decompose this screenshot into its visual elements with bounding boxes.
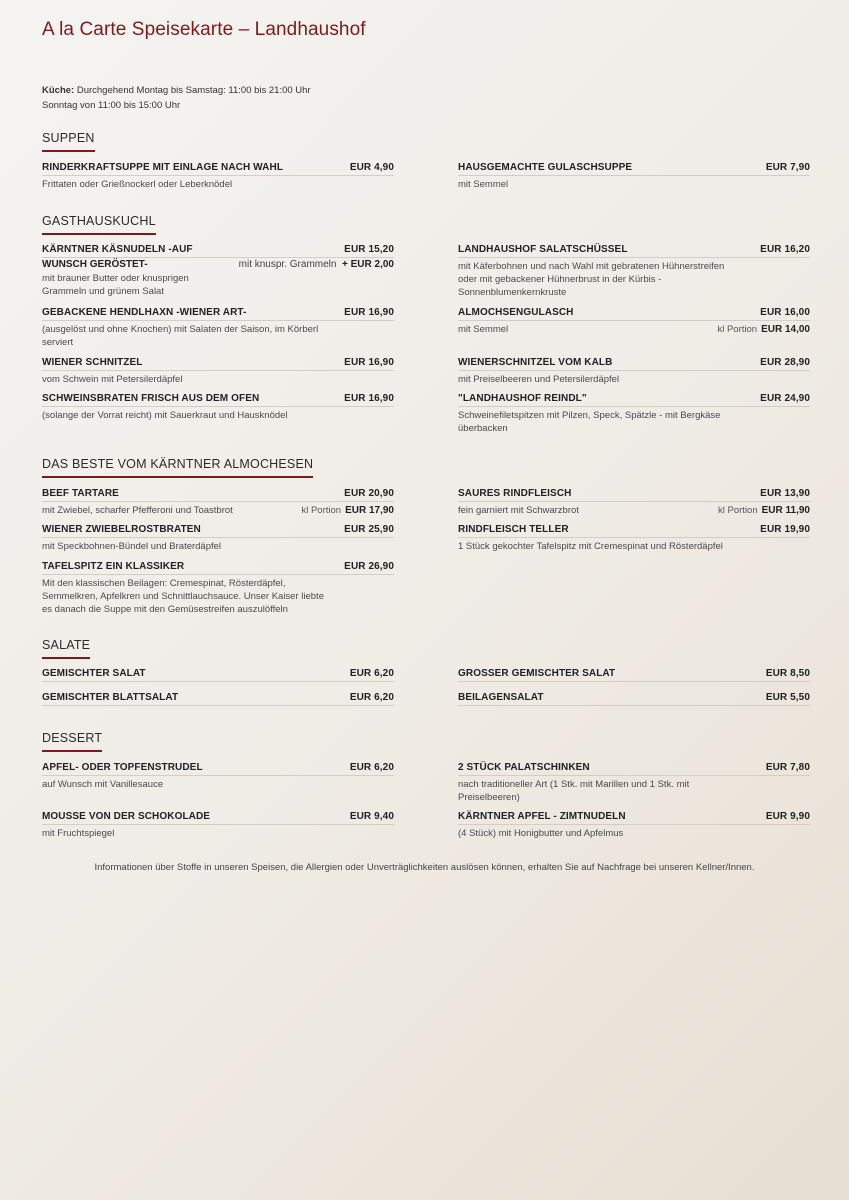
page-title: A la Carte Speisekarte – Landhaushof [42, 19, 366, 40]
item-name: SCHWEINSBRATEN FRISCH AUS DEM OFEN [42, 393, 260, 404]
menu-item-schweinsbraten [42, 393, 394, 422]
item-price: EUR 28,90 [760, 357, 810, 368]
item-name: MOUSSE VON DER SCHOKOLADE [42, 811, 211, 822]
kitchen-hours [42, 83, 311, 113]
menu-item-kaesnudeln [42, 244, 394, 298]
item-description: mit Semmel [458, 324, 509, 335]
item-price: EUR 16,90 [344, 393, 394, 404]
item-price: EUR 20,90 [344, 488, 394, 499]
section-heading-salate: SALATE [42, 638, 90, 659]
item-description: 1 Stück gekochter Tafelspitz mit Cremespinat und Rösterdäpfel [458, 541, 723, 552]
item-price: EUR 19,90 [760, 524, 810, 535]
item-price: EUR 26,90 [344, 561, 394, 572]
item-name: APFEL- ODER TOPFENSTRUDEL [42, 762, 203, 773]
item-extra-price: + EUR 2,00 [342, 259, 394, 270]
item-name: TAFELSPITZ EIN KLASSIKER [42, 561, 185, 572]
hours-line1: Durchgehend Montag bis Samstag: 11:00 bis 21:00 Uhr [76, 85, 311, 96]
item-description: (solange der Vorrat reicht) mit Sauerkraut und Hausknödel [42, 410, 288, 421]
item-description: (4 Stück) mit Honigbutter und Apfelmus [458, 828, 624, 839]
item-price: EUR 7,90 [765, 162, 810, 173]
item-description: mit Speckbohnen-Bündel und Braterdäpfel [42, 541, 222, 552]
menu-item-palatschinken [458, 762, 810, 804]
section-heading-suppen: SUPPEN [42, 131, 95, 152]
hours-label: Küche: [42, 85, 75, 96]
item-price: EUR 9,90 [765, 811, 810, 822]
item-description: mit brauner Butter oder knusprigen Grammeln und grünem Salat [42, 273, 189, 297]
item-price: EUR 16,20 [760, 244, 810, 255]
item-price: EUR 9,40 [349, 811, 394, 822]
item-name: KÄRNTNER APFEL - ZIMTNUDELN [458, 811, 626, 822]
item-name: GROSSER GEMISCHTER SALAT [458, 668, 616, 679]
menu-item-gemischter-salat [42, 668, 394, 682]
menu-item-salatschuessel [458, 244, 810, 299]
item-description: fein garniert mit Schwarzbrot [458, 505, 579, 516]
item-name: RINDERKRAFTSUPPE MIT EINLAGE NACH WAHL [42, 162, 284, 173]
item-description: auf Wunsch mit Vanillesauce [42, 779, 164, 790]
item-price: EUR 24,90 [760, 393, 810, 404]
item-price: EUR 6,20 [349, 668, 394, 679]
menu-item-hendlhaxn [42, 307, 394, 349]
small-portion-price: EUR 11,90 [761, 505, 810, 516]
item-description: mit Käferbohnen und nach Wahl mit gebratenen Hühnerstreifen oder mit gebackener Hühnerbrust in der Kürbis - Sonnenblumenkernkruste [458, 261, 725, 298]
item-name: BEILAGENSALAT [458, 692, 544, 703]
menu-item-reindl [458, 393, 810, 435]
item-price: EUR 4,90 [349, 162, 394, 173]
item-extra-option: mit knuspr. Grammeln [238, 259, 337, 270]
menu-item-saures-rindfleisch [458, 488, 810, 517]
item-name: GEBACKENE HENDLHAXN -WIENER ART- [42, 307, 247, 318]
menu-item-almochsengulasch [458, 307, 810, 336]
menu-item-mousse [42, 811, 394, 840]
item-name: "LANDHAUSHOF REINDL" [458, 393, 587, 404]
menu-item-wiener-schnitzel [42, 357, 394, 386]
item-price: EUR 25,90 [344, 524, 394, 535]
item-description: mit Semmel [458, 179, 509, 190]
menu-item-rinderkraftsuppe [42, 162, 394, 191]
item-description: Schweinefiletspitzen mit Pilzen, Speck, Spätzle - mit Bergkäse überbacken [458, 410, 721, 434]
item-price: EUR 6,20 [349, 762, 394, 773]
item-name: WIENER SCHNITZEL [42, 357, 143, 368]
item-name-line2: WUNSCH GERÖSTET- [42, 259, 148, 270]
item-name: BEEF TARTARE [42, 488, 119, 499]
item-price: EUR 7,80 [765, 762, 810, 773]
menu-item-grosser-salat [458, 668, 810, 682]
item-description: Frittaten oder Grießnockerl oder Leberknödel [42, 179, 233, 190]
item-name: KÄRNTNER KÄSNUDELN -AUF [42, 244, 193, 255]
small-portion-label: kl Portion [301, 505, 342, 516]
item-description: (ausgelöst und ohne Knochen) mit Salaten der Saison, im Körberl serviert [42, 324, 319, 348]
item-name: GEMISCHTER BLATTSALAT [42, 692, 179, 703]
item-description: mit Fruchtspiegel [42, 828, 115, 839]
section-heading-gasthauskuchl: GASTHAUSKUCHL [42, 214, 156, 235]
menu-item-tafelspitz [42, 561, 394, 616]
item-price: EUR 16,90 [344, 307, 394, 318]
item-price: EUR 16,90 [344, 357, 394, 368]
small-portion-price: EUR 14,00 [761, 324, 810, 335]
section-heading-almochesen: DAS BESTE VOM KÄRNTNER ALMOCHESEN [42, 457, 313, 478]
menu-item-zwiebelrostbraten [42, 524, 394, 553]
item-name: HAUSGEMACHTE GULASCHSUPPE [458, 162, 633, 173]
item-price: EUR 6,20 [349, 692, 394, 703]
item-price: EUR 15,20 [344, 244, 394, 255]
item-name: GEMISCHTER SALAT [42, 668, 146, 679]
menu-item-beef-tartare [42, 488, 394, 517]
menu-item-blattsalat [42, 692, 394, 706]
small-portion-label: kl Portion [717, 324, 758, 335]
item-name: RINDFLEISCH TELLER [458, 524, 569, 535]
item-description: vom Schwein mit Petersilerdäpfel [42, 374, 183, 385]
allergen-footnote: Informationen über Stoffe in unseren Speisen, die Allergien oder Unverträglichkeiten auslösen können, erhalten Sie auf Nachfrage bei unseren Kellner/Innen. [94, 862, 755, 873]
item-name: WIENERSCHNITZEL VOM KALB [458, 357, 613, 368]
menu-item-rindfleisch-teller [458, 524, 810, 553]
menu-item-schnitzel-kalb [458, 357, 810, 386]
item-name: WIENER ZWIEBELROSTBRATEN [42, 524, 201, 535]
item-price: EUR 5,50 [765, 692, 810, 703]
section-heading-dessert: DESSERT [42, 731, 102, 752]
item-description: mit Zwiebel, scharfer Pfefferoni und Toastbrot [42, 505, 233, 516]
item-description: mit Preiselbeeren und Petersilerdäpfel [458, 374, 620, 385]
menu-item-strudel [42, 762, 394, 791]
small-portion-label: kl Portion [718, 505, 758, 516]
item-price: EUR 13,90 [760, 488, 810, 499]
item-name: ALMOCHSENGULASCH [458, 307, 574, 318]
item-name: 2 STÜCK PALATSCHINKEN [458, 762, 590, 773]
hours-line2: Sonntag von 11:00 bis 15:00 Uhr [42, 100, 181, 111]
item-price: EUR 8,50 [765, 668, 810, 679]
menu-item-beilagensalat [458, 692, 810, 706]
item-name: LANDHAUSHOF SALATSCHÜSSEL [458, 244, 628, 255]
item-price: EUR 16,00 [760, 307, 810, 318]
menu-item-gulaschsuppe [458, 162, 810, 191]
item-description: nach traditioneller Art (1 Stk. mit Marillen und 1 Stk. mit Preiselbeeren) [458, 779, 690, 803]
small-portion-price: EUR 17,90 [345, 505, 394, 516]
menu-item-zimtnudeln [458, 811, 810, 840]
item-description: Mit den klassischen Beilagen: Cremespinat, Rösterdäpfel, Semmelkren, Apfelkren und Schnittlauchsauce. Unser Kaiser liebte es danach die Suppe mit den Gemüsestreifen auszulöffeln [42, 578, 324, 615]
item-name: SAURES RINDFLEISCH [458, 488, 572, 499]
